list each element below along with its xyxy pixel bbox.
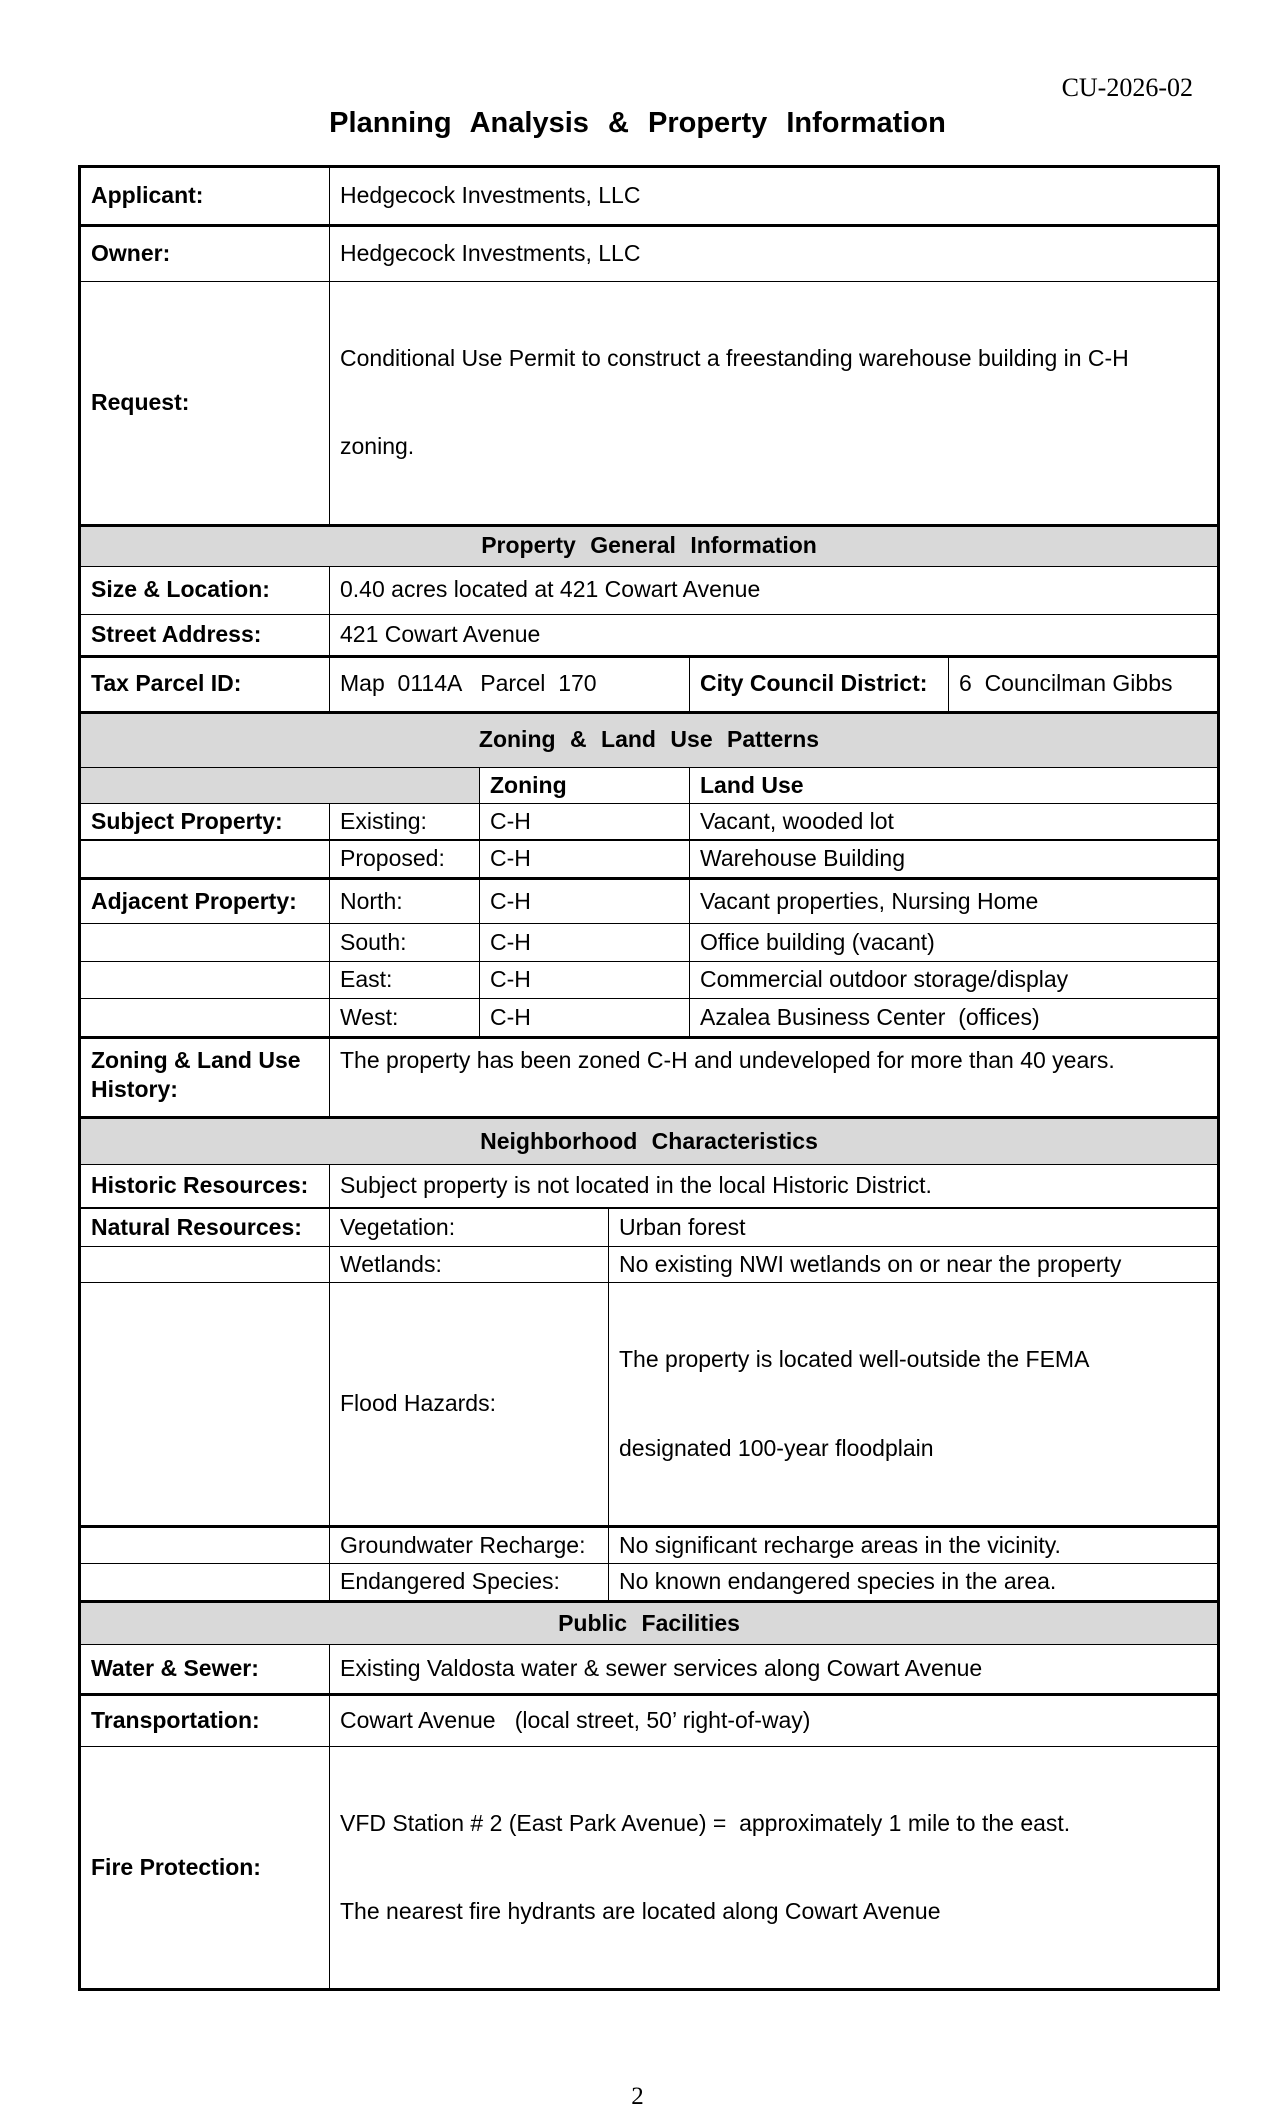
row-historic-resources xyxy=(80,1164,1219,1208)
row-natural-vegetation xyxy=(80,1208,1219,1246)
owner-label: Owner: xyxy=(80,226,330,282)
natural-blank-cell xyxy=(80,1526,330,1563)
adjacent-blank-cell xyxy=(80,998,330,1037)
row-zoning-column-headers xyxy=(80,767,1219,803)
north-land-use: Vacant properties, Nursing Home xyxy=(690,878,1219,923)
section-public-facilities-title: Public Facilities xyxy=(80,1601,1219,1644)
row-owner xyxy=(80,226,1219,282)
north-zoning: C-H xyxy=(480,878,690,923)
subject-blank-cell xyxy=(80,840,330,878)
east-sublabel: East: xyxy=(330,961,480,998)
zoning-column-header: Zoning xyxy=(480,767,690,803)
flood-hazards-line2: designated 100-year floodplain xyxy=(619,1434,934,1461)
vegetation-value: Urban forest xyxy=(609,1208,1219,1246)
west-zoning: C-H xyxy=(480,998,690,1037)
size-location-label: Size & Location: xyxy=(80,566,330,614)
natural-blank-cell xyxy=(80,1246,330,1282)
section-public-facilities xyxy=(80,1601,1219,1644)
document-number: CU-2026-02 xyxy=(1061,73,1193,102)
fire-protection-line1: VFD Station # 2 (East Park Avenue) = approximately 1 mile to the east. xyxy=(340,1809,1071,1836)
historic-resources-label: Historic Resources: xyxy=(80,1164,330,1208)
page-number: 2 xyxy=(631,2083,644,2111)
proposed-land-use: Warehouse Building xyxy=(690,840,1219,878)
tax-parcel-label: Tax Parcel ID: xyxy=(80,656,330,712)
south-land-use: Office building (vacant) xyxy=(690,923,1219,961)
north-sublabel: North: xyxy=(330,878,480,923)
tax-parcel-value: Map 0114A Parcel 170 xyxy=(330,656,690,712)
street-address-label: Street Address: xyxy=(80,614,330,656)
proposed-zoning: C-H xyxy=(480,840,690,878)
endangered-species-value: No known endangered species in the area. xyxy=(609,1564,1219,1601)
east-land-use: Commercial outdoor storage/display xyxy=(690,961,1219,998)
adjacent-blank-cell xyxy=(80,923,330,961)
zoning-history-label: Zoning & Land Use History: xyxy=(80,1037,330,1117)
section-neighborhood xyxy=(80,1117,1219,1164)
council-district-value: 6 Councilman Gibbs xyxy=(949,656,1219,712)
row-adjacent-south xyxy=(80,923,1219,961)
wetlands-value: No existing NWI wetlands on or near the property xyxy=(609,1246,1219,1282)
request-value-line2: zoning. xyxy=(340,433,415,460)
existing-sublabel: Existing: xyxy=(330,803,480,840)
request-value xyxy=(330,282,1219,526)
natural-resources-label: Natural Resources: xyxy=(80,1208,330,1246)
land-use-column-header: Land Use xyxy=(690,767,1219,803)
street-address-value: 421 Cowart Avenue xyxy=(330,614,1219,656)
applicant-value: Hedgecock Investments, LLC xyxy=(330,167,1219,226)
row-tax-parcel xyxy=(80,656,1219,712)
row-natural-groundwater xyxy=(80,1526,1219,1563)
row-adjacent-north xyxy=(80,878,1219,923)
request-label: Request: xyxy=(80,282,330,526)
south-zoning: C-H xyxy=(480,923,690,961)
row-zoning-history xyxy=(80,1037,1219,1117)
row-size-location xyxy=(80,566,1219,614)
fire-protection-label: Fire Protection: xyxy=(80,1746,330,1990)
transportation-value: Cowart Avenue (local street, 50’ right-of-way) xyxy=(330,1694,1219,1746)
groundwater-value: No significant recharge areas in the vicinity. xyxy=(609,1526,1219,1563)
row-natural-wetlands xyxy=(80,1246,1219,1282)
fire-protection-line2: The nearest fire hydrants are located along Cowart Avenue xyxy=(340,1897,941,1924)
water-sewer-label: Water & Sewer: xyxy=(80,1644,330,1694)
row-request xyxy=(80,282,1219,526)
adjacent-property-label: Adjacent Property: xyxy=(80,878,330,923)
row-street-address xyxy=(80,614,1219,656)
section-property-general xyxy=(80,525,1219,566)
page-title: Planning Analysis & Property Information xyxy=(329,107,946,139)
section-zoning-patterns-title: Zoning & Land Use Patterns xyxy=(80,712,1219,767)
applicant-label: Applicant: xyxy=(80,167,330,226)
row-subject-existing xyxy=(80,803,1219,840)
zoning-history-value: The property has been zoned C-H and undeveloped for more than 40 years. xyxy=(330,1037,1219,1117)
row-transportation xyxy=(80,1694,1219,1746)
groundwater-sublabel: Groundwater Recharge: xyxy=(330,1526,609,1563)
row-applicant xyxy=(80,167,1219,226)
row-natural-endangered xyxy=(80,1564,1219,1601)
size-location-value: 0.40 acres located at 421 Cowart Avenue xyxy=(330,566,1219,614)
owner-value: Hedgecock Investments, LLC xyxy=(330,226,1219,282)
subject-property-label: Subject Property: xyxy=(80,803,330,840)
wetlands-sublabel: Wetlands: xyxy=(330,1246,609,1282)
section-neighborhood-title: Neighborhood Characteristics xyxy=(80,1117,1219,1164)
adjacent-blank-cell xyxy=(80,961,330,998)
council-district-label: City Council District: xyxy=(690,656,949,712)
request-value-line1: Conditional Use Permit to construct a freestanding warehouse building in C-H xyxy=(340,344,1129,371)
endangered-species-sublabel: Endangered Species: xyxy=(330,1564,609,1601)
historic-resources-value: Subject property is not located in the local Historic District. xyxy=(330,1164,1219,1208)
flood-hazards-sublabel: Flood Hazards: xyxy=(330,1283,609,1527)
zoning-blank-header-cell xyxy=(80,767,480,803)
row-subject-proposed xyxy=(80,840,1219,878)
section-property-general-title: Property General Information xyxy=(80,525,1219,566)
vegetation-sublabel: Vegetation: xyxy=(330,1208,609,1246)
east-zoning: C-H xyxy=(480,961,690,998)
transportation-label: Transportation: xyxy=(80,1694,330,1746)
natural-blank-cell xyxy=(80,1283,330,1527)
west-land-use: Azalea Business Center (offices) xyxy=(690,998,1219,1037)
row-adjacent-west xyxy=(80,998,1219,1037)
row-natural-flood xyxy=(80,1283,1219,1527)
planning-analysis-table xyxy=(78,165,1220,1991)
water-sewer-value: Existing Valdosta water & sewer services along Cowart Avenue xyxy=(330,1644,1219,1694)
flood-hazards-line1: The property is located well-outside the FEMA xyxy=(619,1346,1090,1373)
section-zoning-patterns xyxy=(80,712,1219,767)
existing-land-use: Vacant, wooded lot xyxy=(690,803,1219,840)
fire-protection-value xyxy=(330,1746,1219,1990)
row-water-sewer xyxy=(80,1644,1219,1694)
row-fire-protection xyxy=(80,1746,1219,1990)
south-sublabel: South: xyxy=(330,923,480,961)
flood-hazards-value xyxy=(609,1283,1219,1527)
west-sublabel: West: xyxy=(330,998,480,1037)
existing-zoning: C-H xyxy=(480,803,690,840)
natural-blank-cell xyxy=(80,1564,330,1601)
row-adjacent-east xyxy=(80,961,1219,998)
proposed-sublabel: Proposed: xyxy=(330,840,480,878)
